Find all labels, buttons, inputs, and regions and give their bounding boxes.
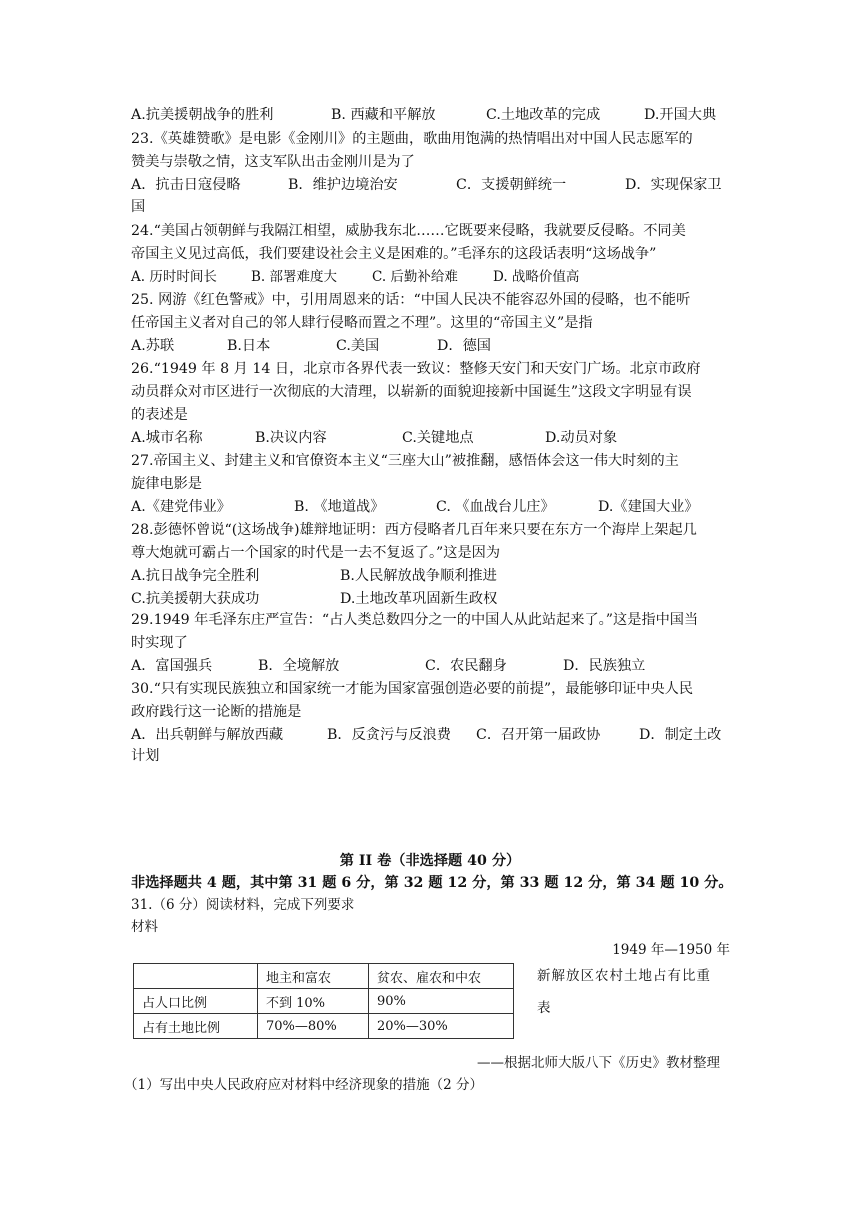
q25-options [131, 336, 731, 356]
table-header-cell: 贫农、雇农和中农 [369, 964, 514, 989]
q29-option-b: B．全境解放 [258, 658, 340, 674]
table-row [134, 1014, 514, 1039]
q26-stem-line-1: 26.“1949 年 8 月 14 日，北京市各界代表一致议：整修天安门和天安门广场。北京市政府 [131, 361, 701, 377]
q26-stem-line-3: 的表述是 [131, 407, 188, 423]
land-ownership-table [133, 963, 514, 1039]
q26-stem-line-2: 动员群众对市区进行一次彻底的大清理，以崭新的面貌迎接新中国诞生”这段文字明显有误 [131, 384, 692, 400]
q30-stem-line-2: 政府践行这一论断的措施是 [131, 704, 302, 720]
part2-title: 第 II 卷（非选择题 40 分） [339, 853, 521, 869]
table-caption-line-1: 1949 年—1950 年 [612, 942, 730, 958]
q23-option-c: C．支援朝鲜统一 [456, 177, 567, 193]
q29-option-a: A．富国强兵 [131, 658, 213, 674]
q31-sub-question-1: （1）写出中央人民政府应对材料中经济现象的措施（2 分） [124, 1077, 483, 1093]
q29-options [131, 656, 731, 676]
q28-stem-line-2: 尊大炮就可霸占一个国家的时代是一去不复返了。”这是因为 [131, 545, 501, 561]
q22-option-b: B. 西藏和平解放 [331, 107, 436, 123]
q27-stem-line-2: 旋律电影是 [131, 476, 202, 492]
q30-options [131, 725, 731, 745]
q28-options-row-1 [131, 566, 731, 586]
table-header-row [134, 964, 514, 989]
q30-option-a: A．出兵朝鲜与解放西藏 [131, 727, 284, 743]
table-cell: 占人口比例 [134, 989, 258, 1014]
q29-option-c: C．农民翻身 [425, 658, 507, 674]
q28-stem-line-1: 28.彭德怀曾说“(这场战争)雄辩地证明：西方侵略者几百年来只要在东方一个海岸上架起几 [131, 522, 697, 538]
q29-stem-line-2: 时实现了 [131, 635, 188, 651]
q26-option-d: D.动员对象 [545, 430, 618, 446]
q23-option-wrap: 国 [131, 199, 146, 215]
q22-option-a: A.抗美援朝战争的胜利 [131, 107, 274, 123]
table-cell: 占有土地比例 [134, 1014, 258, 1039]
q26-option-c: C.关键地点 [402, 430, 474, 446]
q25-stem-line-1: 25. 网游《红色警戒》中，引用周恩来的话：“中国人民决不能容忍外国的侵略，也不能听 [131, 292, 691, 308]
q30-option-c: C．召开第一届政协 [476, 727, 601, 743]
q22-option-c: C.土地改革的完成 [486, 107, 601, 123]
table-cell: 70%—80% [258, 1014, 369, 1039]
table-row [134, 989, 514, 1014]
q30-stem-line-1: 30.“只有实现民族独立和国家统一才能为国家富强创造必要的前提”，最能够印证中央人民 [131, 681, 694, 697]
q23-option-b: B．维护边境治安 [288, 177, 398, 193]
q26-options [131, 428, 731, 448]
q30-option-wrap: 计划 [131, 748, 160, 764]
table-caption-line-2: 新解放区农村土地占有比重 [537, 968, 711, 984]
table-header-cell [134, 964, 258, 989]
q31-intro: 31.（6 分）阅读材料，完成下列要求 [131, 897, 355, 913]
q26-option-a: A.城市名称 [131, 430, 203, 446]
q28-option-c: C.抗美援朝大获成功 [131, 591, 260, 607]
q23-option-a: A．抗击日寇侵略 [131, 177, 241, 193]
table-cell: 20%—30% [369, 1014, 514, 1039]
q28-option-d: D.土地改革巩固新生政权 [340, 591, 498, 607]
q25-stem-line-2: 任帝国主义者对自己的邻人肆行侵略而置之不理”。这里的“帝国主义”是指 [131, 315, 593, 331]
q24-options [131, 267, 731, 287]
q22-options [131, 105, 731, 125]
q28-options-row-2 [131, 589, 731, 609]
table-cell: 不到 10% [258, 989, 369, 1014]
q30-option-d: D．制定土改 [639, 727, 722, 743]
q27-stem-line-1: 27.帝国主义、封建主义和官僚资本主义“三座大山”被推翻，感悟体会这一伟大时刻的主 [131, 453, 679, 469]
q29-stem-line-1: 29.1949 年毛泽东庄严宣告：“占人类总数四分之一的中国人从此站起来了。”这是指中国当 [131, 612, 699, 628]
q26-option-b: B.决议内容 [255, 430, 327, 446]
q30-option-b: B．反贪污与反浪费 [327, 727, 451, 743]
table-caption-line-3: 表 [537, 1000, 551, 1016]
q27-option-b: B. 《地道战》 [294, 499, 385, 515]
table-header-cell: 地主和富农 [258, 964, 369, 989]
q23-stem-line-2: 赞美与崇敬之情，这支军队出击金刚川是为了 [131, 154, 415, 170]
q25-option-d: D．德国 [437, 338, 491, 354]
q23-stem-line-1: 23.《英雄赞歌》是电影《金刚川》的主题曲，歌曲用饱满的热情唱出对中国人民志愿军的 [131, 131, 693, 147]
q25-option-a: A.苏联 [131, 338, 175, 354]
q24-option-c: C. 后勤补给难 [372, 269, 458, 285]
q27-option-c: C. 《血战台儿庄》 [436, 499, 555, 515]
q25-option-c: C.美国 [336, 338, 380, 354]
q27-option-a: A.《建党伟业》 [131, 499, 231, 515]
q25-option-b: B.日本 [227, 338, 271, 354]
q29-option-d: D．民族独立 [563, 658, 646, 674]
material-source: ——根据北师大版八下《历史》教材整理 [477, 1055, 720, 1071]
q24-option-b: B. 部署难度大 [251, 269, 338, 285]
q24-stem-line-2: 帝国主义见过高低，我们要建设社会主义是困难的。”毛泽东的这段话表明“这场战争” [131, 246, 657, 262]
q24-option-a: A. 历时时间长 [131, 269, 217, 285]
q28-option-a: A.抗日战争完全胜利 [131, 568, 260, 584]
part2-summary: 非选择题共 4 题，其中第 31 题 6 分，第 32 题 12 分，第 33 题 12 分，第 34 题 10 分。 [131, 875, 733, 891]
q27-options [131, 497, 731, 517]
q23-option-d: D．实现保家卫 [625, 177, 722, 193]
material-label: 材料 [131, 919, 158, 935]
q24-option-d: D. 战略价值高 [493, 269, 580, 285]
q23-options [131, 175, 731, 195]
q28-option-b: B.人民解放战争顺利推进 [340, 568, 497, 584]
q22-option-d: D.开国大典 [644, 107, 717, 123]
table-cell: 90% [369, 989, 514, 1014]
q27-option-d: D.《建国大业》 [598, 499, 699, 515]
q24-stem-line-1: 24.“美国占领朝鲜与我隔江相望，威胁我东北……它既要来侵略，我就要反侵略。不同美 [131, 223, 686, 239]
